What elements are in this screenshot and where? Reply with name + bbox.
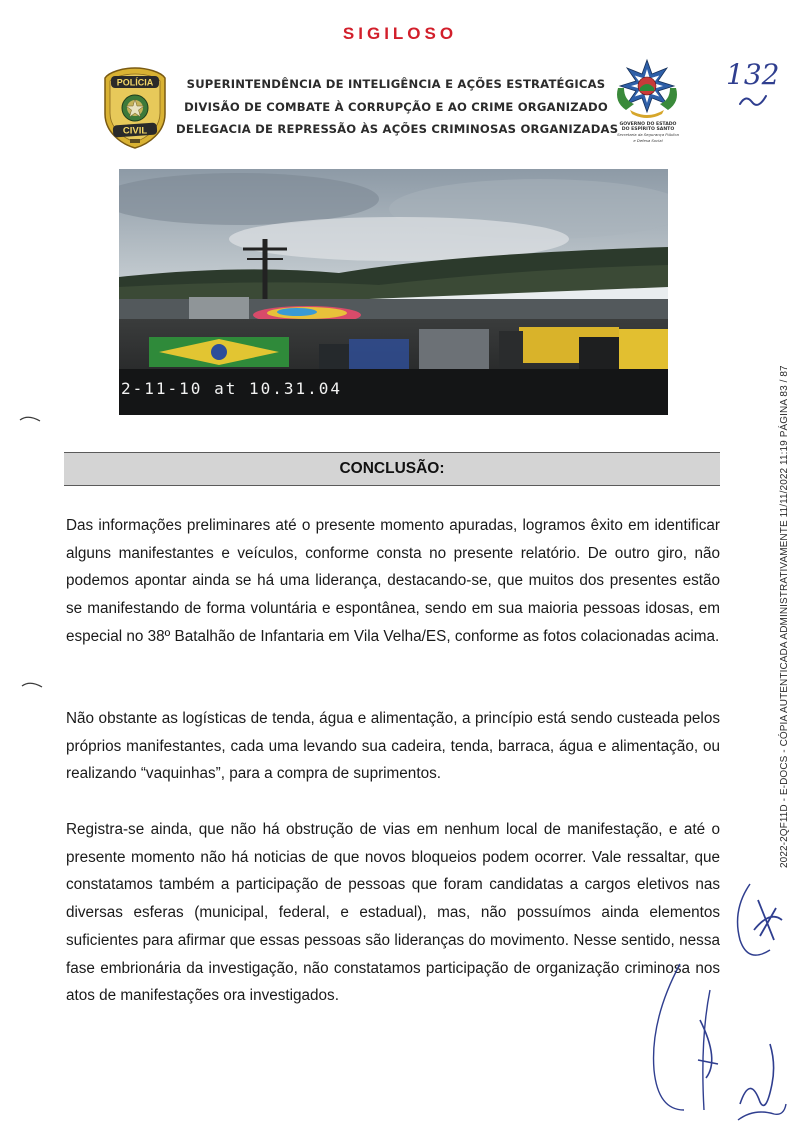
badge-top-text: POLÍCIA xyxy=(116,77,154,88)
badge-bottom-text: CIVIL xyxy=(122,125,148,137)
classification-label: SIGILOSO xyxy=(342,24,458,43)
header-line-divisao: DIVISÃO DE COMBATE À CORRUPÇÃO E AO CRIME ORGANIZADO xyxy=(184,99,608,114)
authentication-side-stamp: 2022-2QF11D - E-DOCS - CÓPIA AUTENTICADA ADMINISTRATIVAMENTE 11/11/2022 11:19 PÁGINA 83 / 87 xyxy=(779,365,790,868)
handwritten-signature-main xyxy=(640,960,730,1120)
margin-check-mark xyxy=(18,412,44,426)
conclusion-paragraph-3: Registra-se ainda, que não há obstrução de vias em nenhum local de manifestação, e até o presente momento não há noticias de que novos bloqueios podem ocorrer. Vale ressaltar, que constatamos também a participação de pessoas que foram candidatas a cargos eletivos nas diversas esferas (municipal, federal, e estadual), mas, não possuímos ainda elementos suficientes para afirmar que essas pessoas são lideranças do movimento. Nesse sentido, nessa fase embrionária da investigação, não constatamos participação de organização criminosa nos atos de manifestações ora investigados. xyxy=(66,821,720,1005)
initials-signature xyxy=(730,880,790,970)
header-line-delegacia: DELEGACIA DE REPRESSÃO ÀS AÇÕES CRIMINOSAS ORGANIZADAS xyxy=(176,122,619,136)
demonstration-photo xyxy=(119,169,668,415)
margin-check-mark xyxy=(20,678,46,692)
header-line-superintendencia: SUPERINTENDÊNCIA DE INTELIGÊNCIA E AÇÕES ESTRATÉGICAS xyxy=(186,77,606,91)
handwritten-page-number xyxy=(722,54,782,114)
state-government-caption: GOVERNO DO ESTADO DO ESPÍRITO SANTO Secretaria da Segurança Pública e Defesa Social xyxy=(617,122,679,143)
conclusion-paragraph-2: Não obstante as logísticas de tenda, água e alimentação, a princípio está sendo custeada pelos próprios manifestantes, cada uma levando sua cadeira, tenda, barraca, água e alimentação, ou realizando “vaquinhas”, para a compra de suprimentos. xyxy=(66,710,720,783)
agency-header xyxy=(172,73,620,141)
svg-text:132: 132 xyxy=(726,58,780,91)
policia-civil-badge-icon xyxy=(103,66,167,150)
section-title-conclusao: CONCLUSÃO: xyxy=(64,452,720,486)
espirito-santo-coat-of-arms-icon xyxy=(612,58,682,162)
conclusion-paragraph-1: Das informações preliminares até o presente momento apuradas, logramos êxito em identificar alguns manifestantes e veículos, conforme consta no presente relatório. De outro giro, não podemos apontar ainda se há uma liderança, destacando-se, que muitos dos presentes estão se manifestando de forma voluntária e espontânea, sendo em sua maioria pessoas idosas, em especial no 38º Batalhão de Infantaria em Vila Velha/ES, conforme as fotos colacionadas acima. xyxy=(66,517,720,645)
handwritten-signature-secondary xyxy=(730,1034,790,1124)
photo-timestamp: 2-11-10 at 10.31.04 xyxy=(121,379,343,398)
